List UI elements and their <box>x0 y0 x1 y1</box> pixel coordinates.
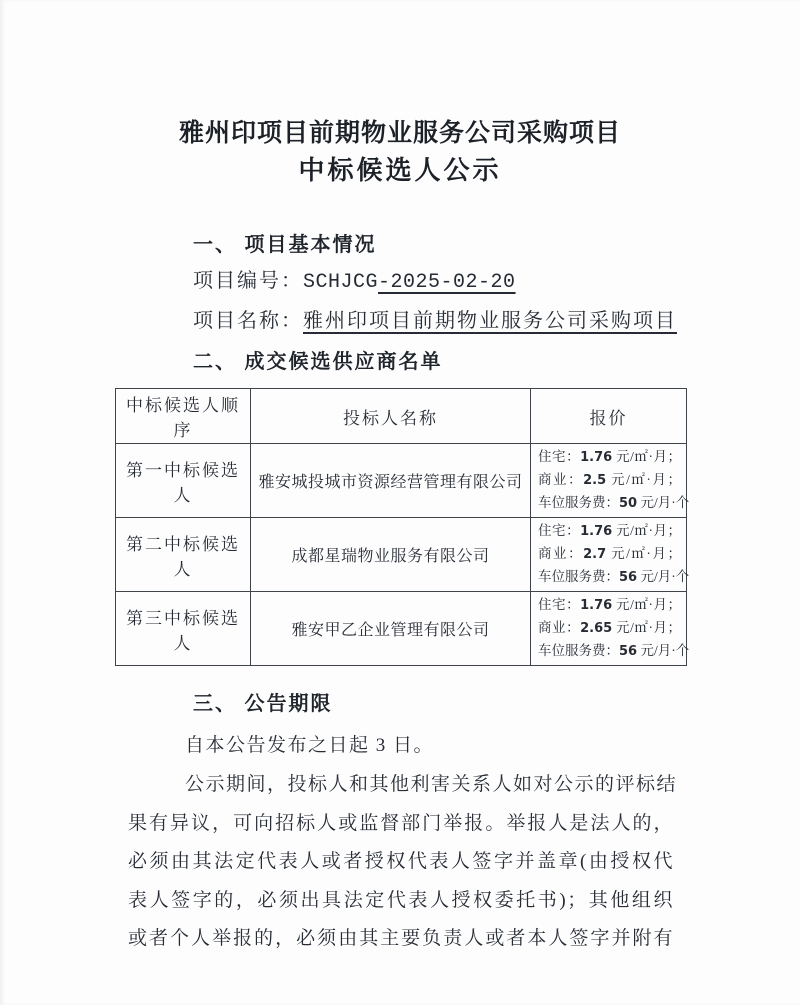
price-cell <box>531 592 690 666</box>
price-line-parking: 车位服务费：50 元/月·个 <box>538 495 690 511</box>
announcement-period-text: 自本公告发布之日起 3 日。 <box>185 735 435 756</box>
paragraph-line: 必须由其法定代表人或者授权代表人签字并盖章(由授权代 <box>128 851 674 872</box>
project-name-label: 项目名称： <box>193 310 303 332</box>
price-line-parking: 车位服务费：56 元/月·个 <box>538 569 690 585</box>
project-number-line <box>193 265 800 299</box>
section-1-heading: 一、 项目基本情况 <box>193 234 377 256</box>
bidder-name: 雅安甲乙企业管理有限公司 <box>251 592 531 666</box>
price-line-residential: 住宅：1.76 元/㎡·月； <box>538 597 682 613</box>
candidate-order: 第三中标候选人 <box>116 592 251 666</box>
paragraph-line: 公示期间，投标人和其他利害关系人如对公示的评标结 <box>185 774 678 795</box>
table-row <box>116 444 687 518</box>
section-3-heading: 三、 公告期限 <box>193 693 333 715</box>
price-line-parking: 车位服务费：56 元/月·个 <box>538 643 690 659</box>
supplier-table <box>115 388 690 666</box>
project-number-prefix: SCHJCG <box>303 271 379 294</box>
project-name-value: 雅州印项目前期物业服务公司采购项目 <box>303 310 677 332</box>
page-title <box>0 0 800 189</box>
candidate-order: 第一中标候选人 <box>116 444 251 518</box>
table-row <box>116 518 687 592</box>
candidate-order: 第二中标候选人 <box>116 518 251 592</box>
paragraph-line: 果有异议，可向招标人或监督部门举报。举报人是法人的， <box>128 812 674 834</box>
project-number-value <box>303 271 516 294</box>
price-cell <box>531 444 690 518</box>
project-number-label: 项目编号： <box>193 270 303 292</box>
table-header-row <box>116 389 687 444</box>
col-header-price: 报价 <box>531 389 687 444</box>
bidder-name: 雅安城投城市资源经营管理有限公司 <box>251 444 531 518</box>
price-line-commercial: 商业：2.65 元/㎡·月； <box>538 620 682 636</box>
price-cell <box>531 518 690 592</box>
price-line-commercial: 商业：2.5 元/㎡·月； <box>538 472 682 488</box>
price-line-residential: 住宅：1.76 元/㎡·月； <box>538 523 682 539</box>
title-line-2: 中标候选人公示 <box>298 155 502 185</box>
title-line-1: 雅州印项目前期物业服务公司采购项目 <box>178 119 621 147</box>
paragraph-line: 或者个人举报的，必须由其主要负责人或者本人签字并附有 <box>128 928 674 949</box>
section-2-heading: 二、 成交候选供应商名单 <box>193 351 443 373</box>
col-header-bidder: 投标人名称 <box>251 389 531 444</box>
project-number-underlined-part: -2025-02-20 <box>378 271 516 294</box>
col-header-order: 中标候选人顺序 <box>116 389 251 444</box>
table-row <box>116 592 687 666</box>
paragraph-line: 表人签字的，必须出具法定代表人授权委托书)；其他组织 <box>128 889 674 911</box>
objection-paragraph <box>128 766 678 959</box>
price-line-residential: 住宅：1.76 元/㎡·月； <box>538 449 682 465</box>
project-name-line <box>193 305 800 338</box>
price-line-commercial: 商业：2.7 元/㎡·月； <box>538 546 682 562</box>
bidder-name: 成都星瑞物业服务有限公司 <box>251 518 531 592</box>
